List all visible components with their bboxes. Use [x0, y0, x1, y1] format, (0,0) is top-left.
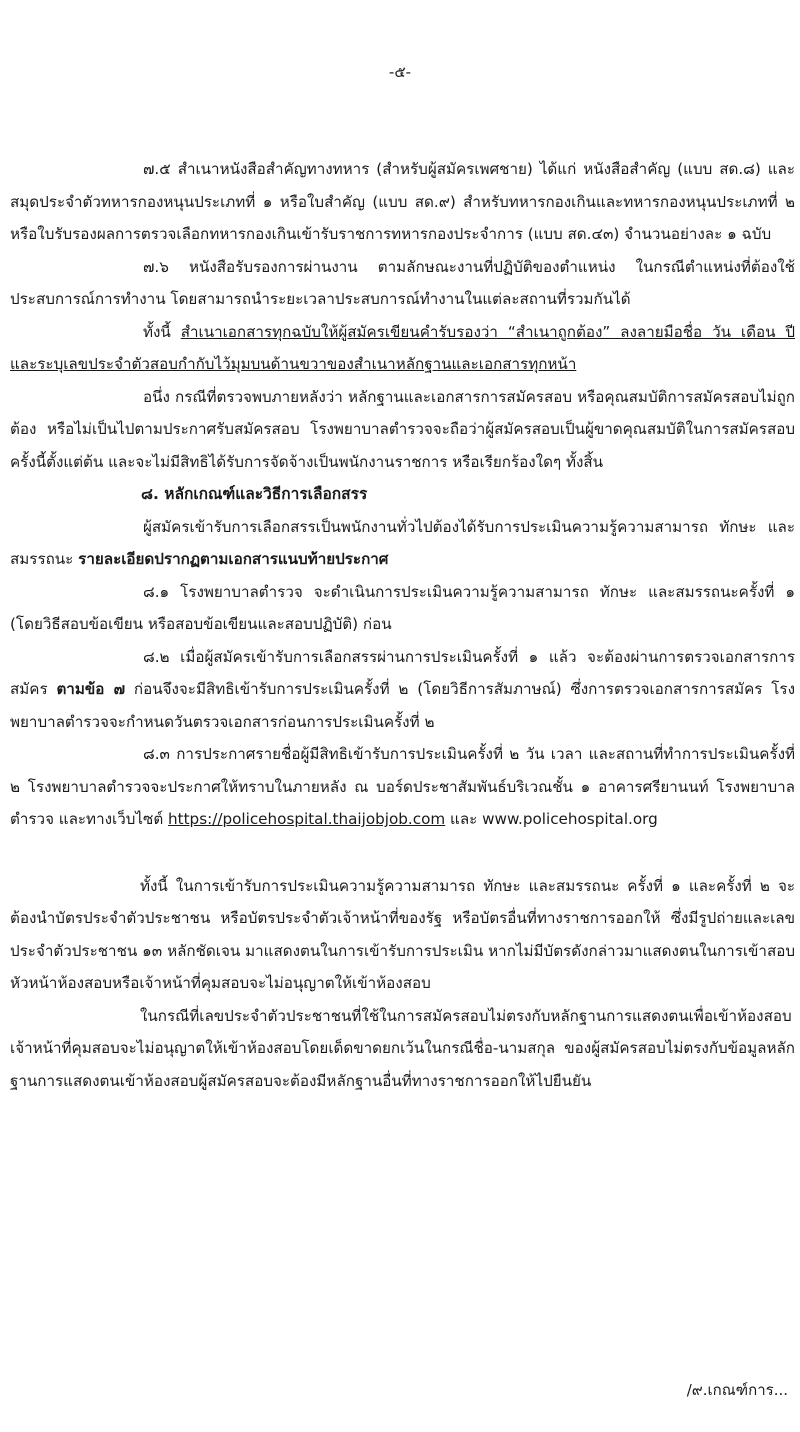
paragraph-8-1: ๘.๑ โรงพยาบาลตำรวจ จะดำเนินการประเมินความรู้ความสามารถ ทักษะ และสมรรถนะครั้งที่ ๑ (โดยวิธีสอบข้อเขียน หรือสอบข้อเขียนและสอบปฏิบัติ) ก่อน — [10, 582, 795, 633]
id-mismatch-rule: ในกรณีที่เลขประจำตัวประชาชนที่ใช้ในการสมัครสอบไม่ตรงกับหลักฐานการแสดงตนเพื่อเข้าห้องสอบเจ้าหน้าที่คุมสอบจะไม่อนุญาตให้เข้าห้องสอบโดยเด็ดขาดยกเว้นในกรณีชื่อ-นามสกุล ของผู้สมัครสอบไม่ตรงกับข้อมูลหลักฐานการแสดงตนเข้าห้องสอบผู้สมัครสอบจะต้องมีหลักฐานอื่นที่ทางราชการออกให้ไปยืนยัน — [10, 1006, 795, 1090]
section-8-heading: ๘. หลักเกณฑ์และวิธีการเลือกสรร — [141, 485, 368, 503]
paragraph-8-2 — [10, 641, 795, 739]
certification-note-underlined: สำเนาเอกสารทุกฉบับให้ผู้สมัครเขียนคำรับรองว่า “สำเนาถูกต้อง” ลงลายมือชื่อ วัน เดือน ปี และระบุเลขประจำตัวสอบกำกับไว้มุมบนด้านขวาของสำเนาหลักฐานและเอกสารทุกหน้า — [10, 322, 795, 373]
paragraph-8-3-text: ๘.๓ การประกาศรายชื่อผู้มีสิทธิเข้ารับการประเมินครั้งที่ ๒ วัน เวลา และสถานที่ทำการประเมินครั้งที่ ๒ โรงพยาบาลตำรวจจะประกาศให้ทราบในภายหลัง ณ บอร์ดประชาสัมพันธ์บริเวณชั้น ๑ อาคารศรียานนท์ โรงพยาบาลตำรวจ และทางเว็บไซต์ — [10, 745, 795, 828]
website-link[interactable]: https://policehospital.thaijobjob.com — [168, 810, 446, 828]
paragraph-8-2-part-a: ๘.๒ เมื่อผู้สมัครเข้ารับการเลือกสรรผ่านการประเมินครั้งที่ ๑ แล้ว จะต้องผ่านการตรวจเอกสารการสมัคร — [10, 647, 795, 698]
section-8-intro-bold: รายละเอียดปรากฏตามเอกสารแนบท้ายประกาศ — [78, 550, 389, 568]
disqualification-warning: อนึ่ง กรณีที่ตรวจพบภายหลังว่า หลักฐานและเอกสารการสมัครสอบ หรือคุณสมบัติการสมัครสอบไม่ถูกต้อง หรือไม่เป็นไปตามประกาศรับสมัครสอบ โรงพยาบาลตำรวจจะถือว่าผู้สมัครสอบเป็นผู้ขาดคุณสมบัติในการสมัครสอบครั้งนี้ตั้งแต่ต้น และจะไม่มีสิทธิได้รับการจัดจ้างเป็นพนักงานราชการ หรือเรียกร้องใดๆ ทั้งสิ้น — [10, 387, 795, 471]
paragraph-8-2-part-b: ก่อนจึงจะมีสิทธิเข้ารับการประเมินครั้งที่ ๒ (โดยวิธีการสัมภาษณ์) ซึ่งการตรวจเอกสารการสมัคร โรงพยาบาลตำรวจจะกำหนดวันตรวจเอกสารก่อนการประเมินครั้งที่ ๒ — [10, 680, 795, 731]
paragraph-7-5: ๗.๕ สำเนาหนังสือสำคัญทางทหาร (สำหรับผู้สมัครเพศชาย) ได้แก่ หนังสือสำคัญ (แบบ สด.๘) และสมุดประจำตัวทหารกองหนุนประเภทที่ ๑ หรือใบสำคัญ (แบบ สด.๙) สำหรับทหารกองเกินและทหารกองหนุนประเภทที่ ๒ หรือใบรับรองผลการตรวจเลือกทหารกองเกินเข้ารับราชการทหารกองประจำการ (แบบ สด.๔๓) จำนวนอย่างละ ๑ ฉบับ — [10, 160, 795, 243]
paragraph-7-6: ๗.๖ หนังสือรับรองการผ่านงาน ตามลักษณะงานที่ปฏิบัติของตำแหน่ง ในกรณีตำแหน่งที่ต้องใช้ประสบการณ์การทำงาน โดยสามารถนำระยะเวลาประสบการณ์ทำงานในแต่ละสถานที่รวมกันได้ — [10, 257, 795, 308]
section-8-intro-text: ผู้สมัครเข้ารับการเลือกสรรเป็นพนักงานทั่วไปต้องได้รับการประเมินความรู้ความสามารถ ทักษะ และสมรรถนะ — [10, 517, 795, 568]
document-body — [10, 153, 795, 1097]
paragraph-8-3-and: และ — [445, 810, 483, 828]
continuation-reference: /๙.เกณฑ์การ... — [686, 1381, 788, 1399]
page-number: -๕- — [388, 63, 412, 81]
id-card-requirement: ทั้งนี้ ในการเข้ารับการประเมินความรู้ความสามารถ ทักษะ และสมรรถนะ ครั้งที่ ๑ และครั้งที่ ๒ จะต้องนำบัตรประจำตัวประชาชน หรือบัตรประจำตัวเจ้าหน้าที่ของรัฐ หรือบัตรอื่นที่ทางราชการออกให้ ซึ่งมีรูปถ่ายและเลขประจำตัวประชาชน ๑๓ หลักชัดเจน มาแสดงตนในการเข้ารับการประเมิน หากไม่มีบัตรดังกล่าวมาแสดงตนในการเข้าสอบ หัวหน้าห้องสอบหรือเจ้าหน้าที่คุมสอบจะไม่อนุญาตให้เข้าห้องสอบ — [10, 876, 795, 992]
website-url: www.policehospital.org — [482, 810, 658, 828]
certification-note-prefix: ทั้งนี้ — [143, 322, 181, 341]
section-8-intro — [10, 511, 795, 576]
paragraph-8-2-bold: ตามข้อ ๗ — [56, 680, 126, 698]
certification-note — [10, 316, 795, 381]
paragraph-8-3 — [10, 738, 795, 836]
